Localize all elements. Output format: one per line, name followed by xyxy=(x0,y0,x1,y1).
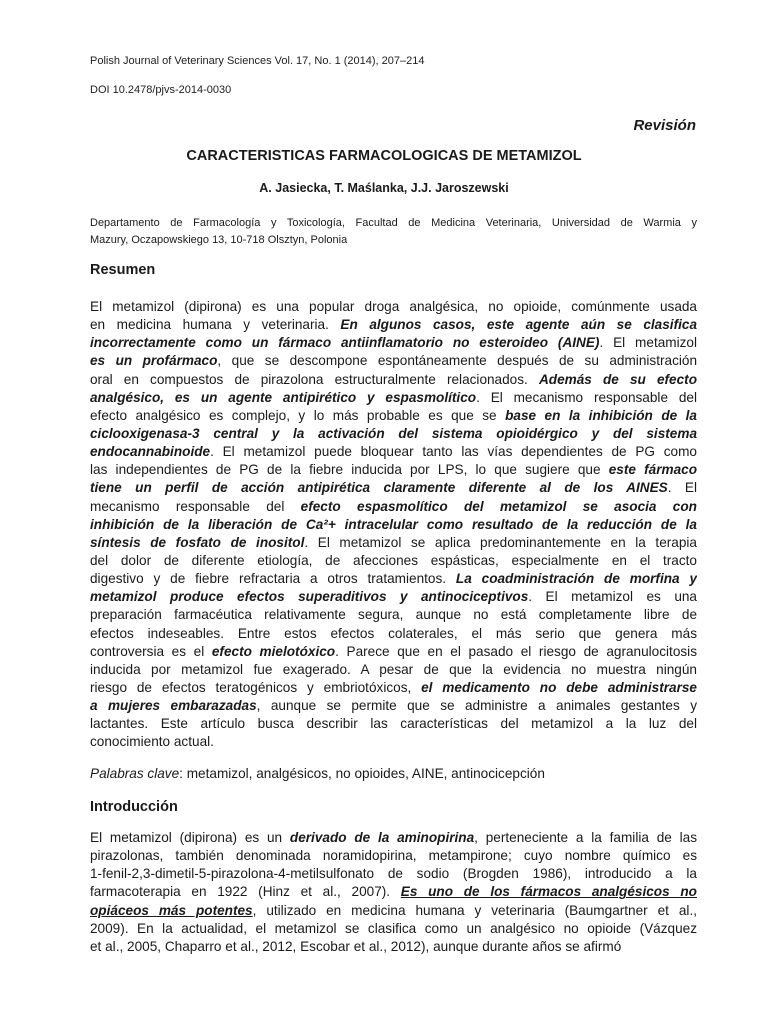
text-line xyxy=(90,938,697,956)
text-run: 1-fenil-2,3-dimetil-5-pirazolona-4-metilsulfonato de sodio (Brogden 1986), introducido a la xyxy=(90,866,697,882)
journal-header: Polish Journal of Veterinary Sciences Vol. 17, No. 1 (2014), 207–214 xyxy=(90,55,425,67)
text-run: inducida por metamizol fue exagerado. A pesar de que la evidencia no muestra ningún xyxy=(90,661,697,677)
emphasis-text: Es uno de los fármacos analgésicos no xyxy=(400,884,697,900)
emphasis-text: el medicamento no debe administrarse xyxy=(421,679,697,695)
text-line xyxy=(90,883,697,901)
emphasis-text: tiene un perfil de acción antipirética claramente diferente al de los AINES xyxy=(90,480,668,496)
text-line xyxy=(90,588,697,606)
text-run: digestivo y de fiebre refractaria a otros tratamientos. xyxy=(90,571,456,587)
text-run: , perteneciente a la familia de las xyxy=(474,830,697,845)
text-run: las independientes de PG de la fiebre inducida por LPS, lo que sugiere que xyxy=(90,462,609,478)
text-line xyxy=(90,643,697,661)
emphasis-text: base en la inhibición de la xyxy=(505,407,697,423)
article-type: Revisión xyxy=(633,117,696,134)
emphasis-text: este fármaco xyxy=(608,462,697,478)
affiliation-line: Mazury, Oczapowskiego 13, 10-718 Olsztyn, Polonia xyxy=(90,234,348,246)
text-run: , que se descompone espontáneamente después de su administración xyxy=(217,353,697,369)
text-run: efectos indeseables. Entre estos efectos colaterales, el más serio que genera más xyxy=(90,625,697,641)
text-run: . Parece que en el pasado el riesgo de agranulocitosis xyxy=(335,643,697,659)
keywords-label: Palabras clave xyxy=(90,766,180,781)
emphasis-text: En algunos casos, este agente aún se clasifica xyxy=(340,317,697,333)
emphasis-text: La coadministración de morfina y xyxy=(455,571,697,587)
text-run: El metamizol (dipirona) es una popular droga analgésica, no opioide, comúnmente usada xyxy=(90,299,697,314)
text-line xyxy=(90,661,697,679)
text-line xyxy=(90,570,697,588)
text-line xyxy=(90,371,697,389)
text-run: farmacoterapia en 1922 (Hinz et al., 2007). xyxy=(90,884,401,900)
emphasis-text: analgésico, es un agente antipirético y espasmolítico xyxy=(90,389,477,405)
text-run: efecto analgésico es complejo, y lo más probable es que se xyxy=(90,407,506,423)
emphasis-text: Además de su efecto xyxy=(538,371,697,387)
text-run: pirazolonas, también denominada noramidopirina, metampirone; cuyo nombre químico es xyxy=(90,848,697,864)
text-line xyxy=(90,389,697,407)
text-run: lactantes. Este artículo busca describir las características del metamizol a la luz del xyxy=(90,716,697,732)
text-line xyxy=(90,316,697,334)
emphasis-text: es un profármaco xyxy=(90,353,218,369)
text-run: 2009). En la actualidad, el metamizol se clasifica como un analgésico no opioide (Vázquez xyxy=(90,920,697,936)
emphasis-text: síntesis de fosfato de inositol xyxy=(90,534,305,550)
emphasis-text: derivado de la aminopirina xyxy=(289,830,475,845)
text-line xyxy=(90,516,697,534)
emphasis-text: efecto mielotóxico xyxy=(211,643,336,659)
emphasis-text: efecto espasmolítico del metamizol se asocia con xyxy=(300,498,697,514)
text-run: riesgo de efectos teratogénicos y embriotóxicos, xyxy=(90,679,422,695)
text-line xyxy=(90,625,697,643)
text-line xyxy=(90,534,697,552)
emphasis-text: incorrectamente como un fármaco antiinflamatorio no esteroideo (AINE) xyxy=(90,335,600,351)
text-run: en medicina humana y veterinaria. xyxy=(90,317,341,333)
emphasis-text: metamizol produce efectos superaditivos y antinociceptivos xyxy=(90,589,529,605)
keywords xyxy=(90,766,545,781)
text-run: . El metamizol puede bloquear tanto las vías dependientes de PG como xyxy=(210,444,697,460)
text-line xyxy=(90,697,697,715)
text-run: El metamizol (dipirona) es un xyxy=(90,830,290,845)
text-run: del dolor de diferente etiología, de afecciones espásticas, especialmente en el tracto xyxy=(90,552,697,568)
text-run: oral en compuestos de pirazolona estructuralmente relacionados. xyxy=(90,371,539,387)
abstract-heading: Resumen xyxy=(90,262,156,278)
text-line xyxy=(90,407,697,425)
paper-title: CARACTERISTICAS FARMACOLOGICAS DE METAMIZOL xyxy=(186,148,582,164)
text-line xyxy=(90,920,697,938)
text-run: . El metamizol se aplica predominantemente en la terapia xyxy=(304,534,697,550)
text-line xyxy=(90,733,697,751)
keywords-text: : metamizol, analgésicos, no opioides, AINE, antinocicepción xyxy=(179,766,545,781)
text-line xyxy=(90,461,697,479)
text-line xyxy=(90,425,697,443)
text-line xyxy=(90,606,697,624)
text-line xyxy=(90,552,697,570)
text-run: , aunque se permite que se administre a animales gestantes y xyxy=(256,698,697,714)
text-line xyxy=(90,847,697,865)
text-line xyxy=(90,865,697,883)
text-line xyxy=(90,902,697,920)
text-run: mecanismo responsable del xyxy=(90,498,301,514)
text-line xyxy=(90,679,697,697)
introduction-heading: Introducción xyxy=(90,799,178,815)
text-run: conocimiento actual. xyxy=(90,734,214,750)
text-line xyxy=(90,443,697,461)
emphasis-text: ciclooxigenasa-3 central y la activación del sistema opioidérgico y del sistema xyxy=(90,425,697,441)
text-run: . El xyxy=(667,480,697,496)
text-run: preparación farmacéutica relativamente segura, aunque no está completamente libre de xyxy=(90,607,697,623)
introduction-body xyxy=(90,829,697,956)
text-run: . El metamizol xyxy=(599,335,697,351)
emphasis-text: inhibición de la liberación de Ca²+ intracelular como resultado de la reducción de la xyxy=(90,516,697,532)
abstract-body xyxy=(90,298,697,752)
text-line xyxy=(90,479,697,497)
doi: DOI 10.2478/pjvs-2014-0030 xyxy=(90,84,232,96)
text-line xyxy=(90,715,697,733)
text-line xyxy=(90,829,697,847)
text-run: . El mecanismo responsable del xyxy=(476,389,697,405)
emphasis-text: endocannabinoide xyxy=(90,444,211,460)
text-line xyxy=(90,298,697,316)
text-line xyxy=(90,498,697,516)
emphasis-text: a mujeres embarazadas xyxy=(90,698,257,714)
emphasis-text: opiáceos más potentes xyxy=(90,902,253,918)
text-run: controversia es el xyxy=(90,643,212,659)
authors: A. Jasiecka, T. Maślanka, J.J. Jaroszewski xyxy=(259,181,509,195)
affiliation-line: Departamento de Farmacología y Toxicología, Facultad de Medicina Veterinaria, Universidad de Warmia y xyxy=(90,217,697,229)
text-run: . El metamizol es una xyxy=(528,589,697,605)
text-run: et al., 2005, Chaparro et al., 2012, Escobar et al., 2012), aunque durante años se afirmó xyxy=(90,938,622,954)
affiliation xyxy=(90,215,697,249)
text-line xyxy=(90,352,697,370)
text-line xyxy=(90,334,697,352)
text-run: , utilizado en medicina humana y veterinaria (Baumgartner et al., xyxy=(252,902,697,918)
